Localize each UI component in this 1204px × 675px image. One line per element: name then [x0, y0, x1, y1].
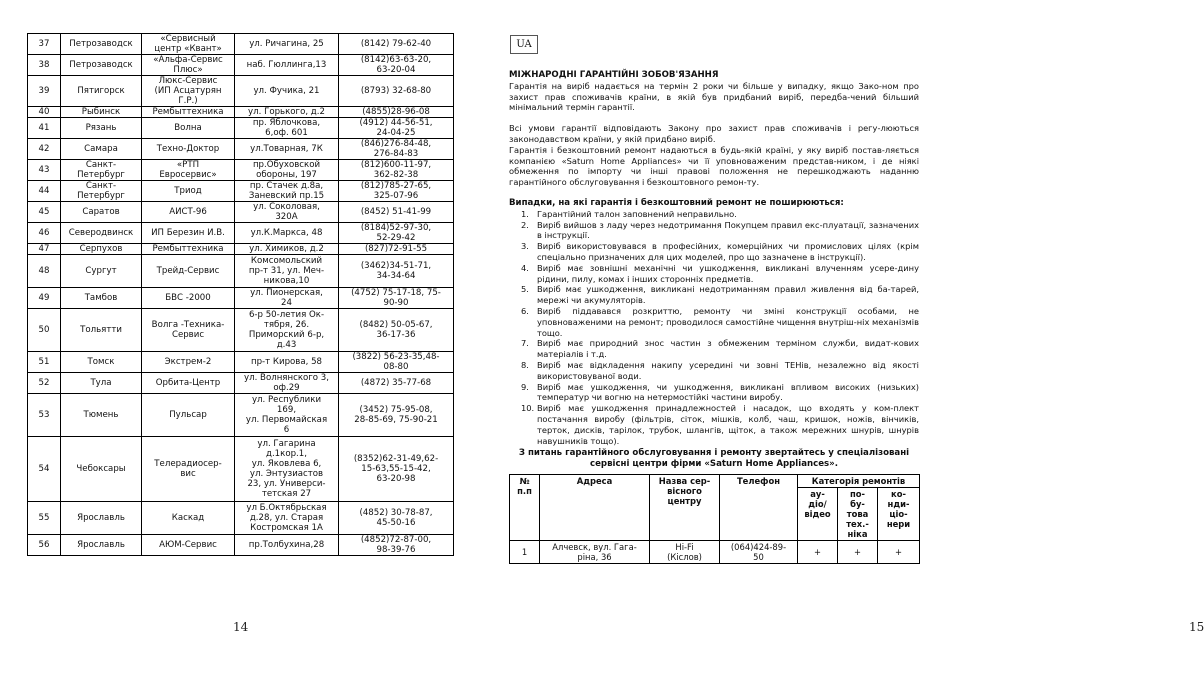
- table-row: [28, 288, 454, 309]
- right-page: [477, 0, 1204, 675]
- cell-phone: (4852) 30-78-87, 45-50-16: [339, 502, 454, 535]
- list-item-number: 8.: [521, 359, 529, 370]
- header-address: Адреса: [540, 474, 650, 540]
- cell-addr: ул. Горького, д.2: [235, 107, 339, 118]
- list-item-text: Гарантійний талон заповнений неправильно.: [537, 208, 737, 219]
- cell-addr: ул. Волнянского 3, оф.29: [235, 373, 339, 394]
- cell-n: 39: [28, 76, 61, 107]
- cell-city: Самара: [61, 139, 142, 160]
- cell-n: 49: [28, 288, 61, 309]
- cell-phone: (3452) 75-95-08, 28-85-69, 75-90-21: [339, 394, 454, 437]
- cell-n: 50: [28, 309, 61, 352]
- cell-city: Ярославль: [61, 535, 142, 556]
- table-row: [28, 139, 454, 160]
- cell-small-appliances: +: [838, 540, 878, 563]
- cell-phone: (3822) 56-23-35,48- 08-80: [339, 352, 454, 373]
- cell-addr: ул.К.Маркса, 48: [235, 223, 339, 244]
- warranty-paragraph-3: Гарантія і безкоштовний ремонт надаються в будь-якій країні, у яку виріб постав-ляється компанією «Saturn Home Appliances» чи її уповноваженим представ-ником, і де ніякі обмеження по імпорту чи інші правові положення не перешкоджають наданню гарантійного обслуговування і безкоштовного ремон-ту.: [509, 144, 919, 188]
- list-item: [521, 209, 919, 220]
- ua-service-table: [509, 474, 920, 564]
- cell-city: Северодвинск: [61, 223, 142, 244]
- cell-name: Телерадиосер- вис: [142, 437, 235, 502]
- cell-city: Серпухов: [61, 244, 142, 255]
- list-item-number: 1.: [521, 208, 529, 219]
- cell-phone: (846)276-84-48, 276-84-83: [339, 139, 454, 160]
- cell-city: Томск: [61, 352, 142, 373]
- cell-phone: (4855)28-96-08: [339, 107, 454, 118]
- header-air-conditioners: ко- нди- ціо- нери: [878, 487, 920, 540]
- cell-n: 40: [28, 107, 61, 118]
- table-row: [510, 540, 920, 563]
- cell-phone: (812)785-27-65, 325-07-96: [339, 181, 454, 202]
- cell-city: Санкт- Петербург: [61, 181, 142, 202]
- cell-num: 1: [510, 540, 540, 563]
- list-item-number: 7.: [521, 338, 529, 349]
- cell-audio-video: +: [798, 540, 838, 563]
- list-item-number: 3.: [521, 241, 529, 252]
- cell-city: Пятигорск: [61, 76, 142, 107]
- table-row: [28, 535, 454, 556]
- table-row: [28, 160, 454, 181]
- cell-addr: ул. Фучика, 21: [235, 76, 339, 107]
- table-row: [28, 34, 454, 55]
- warranty-content: [509, 70, 919, 564]
- cell-name: Экстрем-2: [142, 352, 235, 373]
- cell-name: Пульсар: [142, 394, 235, 437]
- table-row: [28, 373, 454, 394]
- cell-name: АЮМ-Сервис: [142, 535, 235, 556]
- table-row: [28, 118, 454, 139]
- list-item-number: 10.: [521, 403, 535, 414]
- list-item: [521, 338, 919, 360]
- cell-n: 41: [28, 118, 61, 139]
- cell-phone: (8142) 79-62-40: [339, 34, 454, 55]
- cell-city: Петрозаводск: [61, 34, 142, 55]
- list-item-number: 4.: [521, 262, 529, 273]
- cell-addr: пр-т Кирова, 58: [235, 352, 339, 373]
- cell-city: Рязань: [61, 118, 142, 139]
- cell-address: Алчевск, вул. Гага- ріна, 36: [540, 540, 650, 563]
- header-num: № п.п: [510, 474, 540, 540]
- cell-addr: наб. Гюллинга,13: [235, 55, 339, 76]
- cell-name: Техно-Доктор: [142, 139, 235, 160]
- cell-n: 42: [28, 139, 61, 160]
- warranty-title: МІЖНАРОДНІ ГАРАНТІЙНІ ЗОБОВ'ЯЗАННЯ: [509, 70, 719, 80]
- cell-city: Тюмень: [61, 394, 142, 437]
- warranty-paragraph-1: Гарантія на виріб надається на термін 2 роки чи більше у випадку, якщо Зако-ном про захист прав споживачів країни, в якій був придбаний виріб, передба-чений більший мінімальний термін гарантії.: [509, 80, 919, 113]
- cell-addr: пр.Обуховской обороны, 197: [235, 160, 339, 181]
- cell-phone: (8793) 32-68-80: [339, 76, 454, 107]
- cell-city: Тула: [61, 373, 142, 394]
- cell-phone: (8142)63-63-20, 63-20-04: [339, 55, 454, 76]
- cell-addr: Комсомольский пр-т 31, ул. Меч- никова,10: [235, 255, 339, 288]
- cell-addr: пр. Стачек д.8а, Заневский пр.15: [235, 181, 339, 202]
- cell-center-name: Hi-Fi (Кіслов): [650, 540, 720, 563]
- table-row: [28, 309, 454, 352]
- cell-phone: (3462)34-51-71, 34-34-64: [339, 255, 454, 288]
- cell-n: 56: [28, 535, 61, 556]
- service-centers-table-body: [28, 34, 454, 556]
- table-row: [28, 202, 454, 223]
- list-item: [521, 241, 919, 263]
- list-item-number: 2.: [521, 219, 529, 230]
- cell-n: 38: [28, 55, 61, 76]
- list-item-number: 5.: [521, 284, 529, 295]
- table-row: [28, 55, 454, 76]
- cell-phone: (064)424-89- 50: [720, 540, 798, 563]
- cell-n: 44: [28, 181, 61, 202]
- cell-name: Люкс-Сервис (ИП Асцатурян Г.Р.): [142, 76, 235, 107]
- contact-heading: [509, 448, 919, 470]
- cell-addr: ул.Товарная, 7К: [235, 139, 339, 160]
- cell-city: Ярославль: [61, 502, 142, 535]
- cell-city: Тольятти: [61, 309, 142, 352]
- exclusions-heading: Випадки, на які гарантія і безкоштовний ремонт не поширюються:: [509, 197, 844, 208]
- contact-heading-line-1: З питань гарантійного обслуговування і ремонту звертайтесь у спеціалізовані: [518, 448, 910, 459]
- table-row: [28, 394, 454, 437]
- cell-phone: (812)600-11-97, 362-82-38: [339, 160, 454, 181]
- list-item-number: 9.: [521, 381, 529, 392]
- cell-phone: (4912) 44-56-51, 24-04-25: [339, 118, 454, 139]
- cell-n: 52: [28, 373, 61, 394]
- cell-name: «Сервисный центр «Квант»: [142, 34, 235, 55]
- cell-city: Тамбов: [61, 288, 142, 309]
- cell-addr: ул. Химиков, д.2: [235, 244, 339, 255]
- header-small-appliances: по- бу- това тех.- ніка: [838, 487, 878, 540]
- cell-n: 46: [28, 223, 61, 244]
- cell-addr: ул Б.Октябрьская д.28, ул. Старая Костромская 1А: [235, 502, 339, 535]
- cell-name: Рембыттехника: [142, 107, 235, 118]
- cell-phone: (827)72-91-55: [339, 244, 454, 255]
- cell-city: Рыбинск: [61, 107, 142, 118]
- header-repair-category: Категорія ремонтів: [798, 474, 920, 487]
- table-row: [28, 502, 454, 535]
- list-item-text: Виріб має зовнішні механічні чи ушкодження, викликані влученням усере-дину рідини, пилу, комах і інших сторонніх предметів.: [537, 262, 919, 284]
- header-phone: Телефон: [720, 474, 798, 540]
- cell-addr: пр. Яблочкова, 6,оф. 601: [235, 118, 339, 139]
- cell-city: Чебоксары: [61, 437, 142, 502]
- contact-heading-line-2: сервісні центри фірми «Saturn Home Appliances».: [590, 459, 838, 470]
- cell-phone: (8482) 50-05-67, 36-17-36: [339, 309, 454, 352]
- cell-phone: (8184)52-97-30, 52-29-42: [339, 223, 454, 244]
- cell-name: БВС -2000: [142, 288, 235, 309]
- cell-name: «РТП Евросервис»: [142, 160, 235, 181]
- list-item: [521, 403, 919, 446]
- cell-n: 48: [28, 255, 61, 288]
- cell-n: 37: [28, 34, 61, 55]
- cell-name: Орбита-Центр: [142, 373, 235, 394]
- header-audio-video: ау- діо/ відео: [798, 487, 838, 540]
- table-row: [28, 107, 454, 118]
- list-item: [521, 263, 919, 285]
- table-row: [28, 76, 454, 107]
- list-item-text: Виріб має відкладення накипу усередині чи зовні ТЕНів, незалежно від якості використовуваної води.: [537, 359, 919, 381]
- cell-name: Каскад: [142, 502, 235, 535]
- table-row: [28, 255, 454, 288]
- cell-phone: (8452) 51-41-99: [339, 202, 454, 223]
- page-number-right: 15: [1189, 620, 1204, 634]
- list-item-text: Виріб має природний знос частин з обмеженим терміном служби, видат-кових матеріалів і т.д.: [537, 338, 919, 360]
- cell-addr: ул. Республики 169, ул. Первомайская 6: [235, 394, 339, 437]
- service-centers-table: [27, 33, 454, 556]
- table-row: [28, 223, 454, 244]
- left-page: [0, 0, 477, 675]
- list-item-text: Виріб піддавався розкриттю, ремонту чи зміні конструкції особами, не уповноваженими на ремонт; проводилося самостійне чищення внутріш-ніх механізмів тощо.: [537, 305, 919, 338]
- list-item: [521, 220, 919, 242]
- exclusions-list: [509, 209, 919, 447]
- cell-addr: пр.Толбухина,28: [235, 535, 339, 556]
- list-item: [521, 382, 919, 404]
- list-item: [521, 284, 919, 306]
- cell-name: ИП Березин И.В.: [142, 223, 235, 244]
- table-row: [28, 437, 454, 502]
- list-item: [521, 306, 919, 338]
- page-number-left: 14: [233, 620, 249, 634]
- table-row: [28, 244, 454, 255]
- cell-n: 45: [28, 202, 61, 223]
- cell-addr: ул. Ричагина, 25: [235, 34, 339, 55]
- cell-name: Волна: [142, 118, 235, 139]
- list-item-text: Виріб має ушкодження принадлежностей і насадок, що входять у ком-плект постачання виробу (фільтрів, сіток, мішків, колб, чаш, кришок, ножів, вінчиків, терток, дисків, тарілок, трубок, шлангів, щіток, а також мережних шнурів, шнурів навушників тощо).: [537, 403, 919, 446]
- cell-city: Сургут: [61, 255, 142, 288]
- cell-name: АИСТ-96: [142, 202, 235, 223]
- header-center-name: Назва сер- вісного центру: [650, 474, 720, 540]
- list-item: [521, 360, 919, 382]
- cell-name: «Альфа-Сервис Плюс»: [142, 55, 235, 76]
- cell-city: Петрозаводск: [61, 55, 142, 76]
- cell-phone: (8352)62-31-49,62- 15-63,55-15-42, 63-20-98: [339, 437, 454, 502]
- list-item-text: Виріб вийшов з ладу через недотримання Покупцем правил екс-плуатації, зазначених в інструкції.: [537, 219, 919, 241]
- cell-n: 47: [28, 244, 61, 255]
- list-item-number: 6.: [521, 305, 529, 316]
- cell-name: Трейд-Сервис: [142, 255, 235, 288]
- table-row: [28, 352, 454, 373]
- cell-n: 51: [28, 352, 61, 373]
- cell-n: 55: [28, 502, 61, 535]
- cell-addr: 6-р 50-летия Ок- тября, 26. Приморский 6-р, д.43: [235, 309, 339, 352]
- cell-city: Саратов: [61, 202, 142, 223]
- cell-name: Триод: [142, 181, 235, 202]
- cell-addr: ул. Соколовая, 320А: [235, 202, 339, 223]
- table-row: [28, 181, 454, 202]
- cell-addr: ул. Пионерская, 24: [235, 288, 339, 309]
- ua-table-header-row: [510, 474, 920, 487]
- cell-phone: (4852)72-87-00, 98-39-76: [339, 535, 454, 556]
- cell-n: 53: [28, 394, 61, 437]
- cell-addr: ул. Гагарина д.1кор.1, ул. Яковлева 6, ул. Энтузиастов 23, ул. Универси- тетская 27: [235, 437, 339, 502]
- cell-name: Волга -Техника- Сервис: [142, 309, 235, 352]
- warranty-paragraph-2: Всі умови гарантії відповідають Закону про захист прав споживачів і регу-люються законодавством країни, у якій придбано виріб.: [509, 123, 919, 144]
- cell-phone: (4752) 75-17-18, 75- 90-90: [339, 288, 454, 309]
- list-item-text: Виріб має ушкодження, чи ушкодження, викликані впливом високих (низьких) температур чи вогню на нетермостійкі частини виробу.: [537, 381, 919, 403]
- cell-n: 43: [28, 160, 61, 181]
- cell-n: 54: [28, 437, 61, 502]
- language-badge: UA: [510, 35, 538, 54]
- cell-air-conditioners: +: [878, 540, 920, 563]
- cell-name: Рембыттехника: [142, 244, 235, 255]
- cell-city: Санкт- Петербург: [61, 160, 142, 181]
- list-item-text: Виріб має ушкодження, викликані недотриманням правил живлення від ба-тарей, мережі чи акумуляторів.: [537, 284, 919, 306]
- list-item-text: Виріб використовувався в професійних, комерційних чи промислових цілях (крім спеціально призначених для цих моделей, про що зазначене в інструкції).: [537, 241, 919, 262]
- cell-phone: (4872) 35-77-68: [339, 373, 454, 394]
